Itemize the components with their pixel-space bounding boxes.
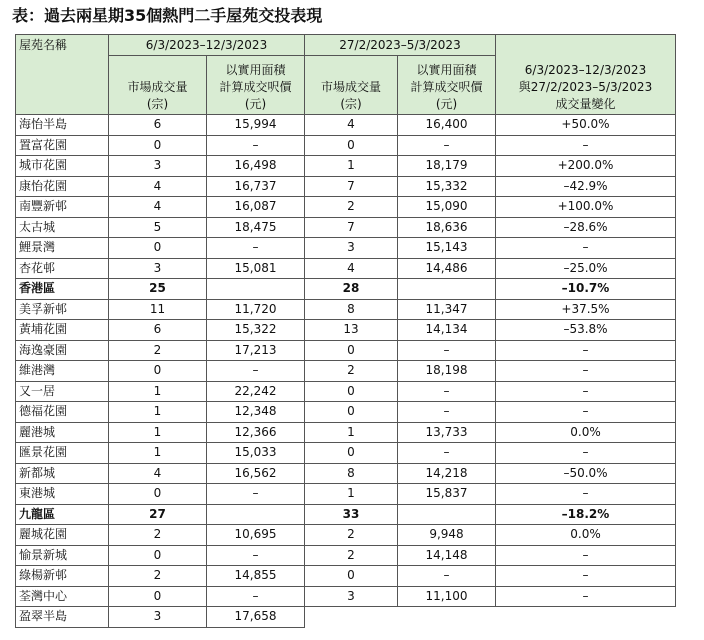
header-price-current — [207, 56, 305, 115]
volume-current-cell: 0 — [109, 484, 207, 505]
price-previous-cell: – — [398, 135, 496, 156]
estate-name-cell: 盈翠半島 — [16, 607, 109, 628]
table-row — [16, 217, 676, 238]
header-volume-change — [496, 35, 676, 115]
estate-name-cell: 維港灣 — [16, 361, 109, 382]
table-row — [16, 443, 676, 464]
estate-name-cell: 海怡半島 — [16, 115, 109, 136]
volume-current-cell: 4 — [109, 197, 207, 218]
price-current-cell: 18,475 — [207, 217, 305, 238]
volume-change-cell: – — [496, 586, 676, 607]
volume-previous-cell — [305, 607, 398, 628]
header-price-line: 計算成交呎價 — [410, 80, 483, 94]
header-price-line: 以實用面積 — [225, 63, 286, 77]
price-current-cell: – — [207, 586, 305, 607]
volume-change-cell: 0.0% — [496, 422, 676, 443]
price-current-cell: 16,562 — [207, 463, 305, 484]
volume-current-cell: 11 — [109, 299, 207, 320]
price-current-cell: 15,033 — [207, 443, 305, 464]
price-current-cell: 16,087 — [207, 197, 305, 218]
volume-previous-cell: 2 — [305, 525, 398, 546]
volume-change-cell: +50.0% — [496, 115, 676, 136]
volume-current-cell: 4 — [109, 176, 207, 197]
volume-change-cell: – — [496, 402, 676, 423]
volume-change-cell: –50.0% — [496, 463, 676, 484]
header-volume-current — [109, 56, 207, 115]
volume-previous-cell: 28 — [305, 279, 398, 300]
table-title: 表：過去兩星期35個熱門二手屋苑交投表現 — [12, 6, 323, 25]
volume-previous-cell: 0 — [305, 381, 398, 402]
price-previous-cell: 14,134 — [398, 320, 496, 341]
volume-previous-cell: 0 — [305, 402, 398, 423]
header-change-line: 與27/2/2023–5/3/2023 — [518, 80, 653, 94]
estate-name-cell: 香港區 — [16, 279, 109, 300]
table-row — [16, 238, 676, 259]
header-price-previous — [398, 56, 496, 115]
estate-name-cell: 太古城 — [16, 217, 109, 238]
volume-current-cell: 1 — [109, 402, 207, 423]
price-previous-cell: 11,100 — [398, 586, 496, 607]
price-previous-cell: 9,948 — [398, 525, 496, 546]
estate-name-cell: 匯景花園 — [16, 443, 109, 464]
header-volume-previous — [305, 56, 398, 115]
volume-current-cell: 1 — [109, 443, 207, 464]
price-previous-cell: – — [398, 402, 496, 423]
volume-change-cell: +200.0% — [496, 156, 676, 177]
price-current-cell: 16,498 — [207, 156, 305, 177]
price-current-cell: 16,737 — [207, 176, 305, 197]
price-current-cell: 11,720 — [207, 299, 305, 320]
header-change-line: 成交量變化 — [555, 97, 616, 111]
volume-current-cell: 0 — [109, 545, 207, 566]
price-previous-cell: 18,198 — [398, 361, 496, 382]
volume-current-cell: 27 — [109, 504, 207, 525]
table-row — [16, 361, 676, 382]
estate-name-cell: 鯉景灣 — [16, 238, 109, 259]
header-price-line: 以實用面積 — [416, 63, 477, 77]
volume-change-cell: – — [496, 545, 676, 566]
volume-current-cell: 4 — [109, 463, 207, 484]
volume-previous-cell: 7 — [305, 217, 398, 238]
volume-change-cell: – — [496, 238, 676, 259]
price-previous-cell — [398, 279, 496, 300]
price-current-cell: 17,658 — [207, 607, 305, 628]
volume-current-cell: 2 — [109, 340, 207, 361]
volume-change-cell: 0.0% — [496, 525, 676, 546]
estate-name-cell: 美孚新邨 — [16, 299, 109, 320]
volume-change-cell: – — [496, 340, 676, 361]
volume-previous-cell: 8 — [305, 463, 398, 484]
estate-name-cell: 綠楊新邨 — [16, 566, 109, 587]
volume-current-cell: 0 — [109, 586, 207, 607]
estate-name-cell: 荃灣中心 — [16, 586, 109, 607]
table-row — [16, 381, 676, 402]
header-volume-line: (宗) — [146, 97, 169, 111]
volume-previous-cell: 3 — [305, 586, 398, 607]
price-current-cell: 15,994 — [207, 115, 305, 136]
price-current-cell: – — [207, 484, 305, 505]
table-row — [16, 484, 676, 505]
header-period-previous: 27/2/2023–5/3/2023 — [305, 35, 496, 56]
price-previous-cell: 15,837 — [398, 484, 496, 505]
estate-name-cell: 康怡花園 — [16, 176, 109, 197]
estate-name-cell: 麗城花園 — [16, 525, 109, 546]
volume-change-cell: –42.9% — [496, 176, 676, 197]
price-previous-cell: 13,733 — [398, 422, 496, 443]
price-previous-cell: 16,400 — [398, 115, 496, 136]
volume-previous-cell: 0 — [305, 443, 398, 464]
header-price-line: 計算成交呎價 — [219, 80, 292, 94]
volume-current-cell: 6 — [109, 115, 207, 136]
volume-current-cell: 3 — [109, 258, 207, 279]
estate-name-cell: 南豐新邨 — [16, 197, 109, 218]
table-row — [16, 258, 676, 279]
price-current-cell — [207, 279, 305, 300]
volume-previous-cell: 13 — [305, 320, 398, 341]
volume-change-cell — [496, 607, 676, 628]
header-price-line: (元) — [435, 97, 458, 111]
volume-previous-cell: 7 — [305, 176, 398, 197]
estate-name-cell: 德福花園 — [16, 402, 109, 423]
price-current-cell: 14,855 — [207, 566, 305, 587]
price-previous-cell: 15,090 — [398, 197, 496, 218]
table-row — [16, 156, 676, 177]
table-row — [16, 463, 676, 484]
volume-current-cell: 1 — [109, 422, 207, 443]
price-current-cell: 17,213 — [207, 340, 305, 361]
table-row — [16, 115, 676, 136]
header-volume-line: 市場成交量 — [127, 80, 188, 94]
price-previous-cell — [398, 504, 496, 525]
estate-name-cell: 城市花園 — [16, 156, 109, 177]
volume-change-cell: –28.6% — [496, 217, 676, 238]
volume-change-cell: –25.0% — [496, 258, 676, 279]
volume-change-cell: – — [496, 443, 676, 464]
price-current-cell: 12,366 — [207, 422, 305, 443]
table-row — [16, 340, 676, 361]
table-row — [16, 197, 676, 218]
volume-change-cell: +37.5% — [496, 299, 676, 320]
table-row — [16, 320, 676, 341]
price-current-cell: – — [207, 361, 305, 382]
volume-change-cell: –10.7% — [496, 279, 676, 300]
volume-change-cell: –18.2% — [496, 504, 676, 525]
table-row — [16, 566, 676, 587]
table-body — [16, 115, 676, 628]
volume-change-cell: – — [496, 361, 676, 382]
price-previous-cell: – — [398, 443, 496, 464]
volume-change-cell: – — [496, 484, 676, 505]
volume-previous-cell: 0 — [305, 566, 398, 587]
table-row — [16, 176, 676, 197]
price-current-cell: 15,322 — [207, 320, 305, 341]
volume-previous-cell: 8 — [305, 299, 398, 320]
price-previous-cell: 18,636 — [398, 217, 496, 238]
table-row — [16, 525, 676, 546]
volume-change-cell: –53.8% — [496, 320, 676, 341]
estate-name-cell: 東港城 — [16, 484, 109, 505]
header-volume-line: (宗) — [340, 97, 362, 111]
volume-current-cell: 0 — [109, 135, 207, 156]
table-row — [16, 299, 676, 320]
volume-change-cell: – — [496, 381, 676, 402]
price-previous-cell: – — [398, 381, 496, 402]
volume-current-cell: 0 — [109, 238, 207, 259]
volume-previous-cell: 1 — [305, 484, 398, 505]
volume-change-cell: +100.0% — [496, 197, 676, 218]
estate-name-cell: 新都城 — [16, 463, 109, 484]
price-previous-cell: – — [398, 566, 496, 587]
volume-previous-cell: 2 — [305, 197, 398, 218]
table-row — [16, 586, 676, 607]
price-current-cell: 22,242 — [207, 381, 305, 402]
estate-name-cell: 海逸豪園 — [16, 340, 109, 361]
estate-name-cell: 置富花園 — [16, 135, 109, 156]
volume-previous-cell: 2 — [305, 545, 398, 566]
volume-previous-cell: 4 — [305, 258, 398, 279]
price-previous-cell: 15,332 — [398, 176, 496, 197]
table-row — [16, 422, 676, 443]
price-previous-cell: 14,148 — [398, 545, 496, 566]
volume-current-cell: 1 — [109, 381, 207, 402]
price-current-cell: – — [207, 238, 305, 259]
table-row — [16, 135, 676, 156]
header-change-line: 6/3/2023–12/3/2023 — [524, 63, 647, 77]
table-row — [16, 545, 676, 566]
volume-previous-cell: 33 — [305, 504, 398, 525]
volume-previous-cell: 1 — [305, 156, 398, 177]
price-previous-cell: 18,179 — [398, 156, 496, 177]
volume-current-cell: 3 — [109, 156, 207, 177]
subtotal-row — [16, 504, 676, 525]
estate-name-cell: 麗港城 — [16, 422, 109, 443]
volume-previous-cell: 3 — [305, 238, 398, 259]
volume-change-cell: – — [496, 135, 676, 156]
volume-previous-cell: 2 — [305, 361, 398, 382]
volume-current-cell: 2 — [109, 566, 207, 587]
estate-name-cell: 黃埔花園 — [16, 320, 109, 341]
price-current-cell: 10,695 — [207, 525, 305, 546]
volume-current-cell: 5 — [109, 217, 207, 238]
estate-name-cell: 又一居 — [16, 381, 109, 402]
volume-current-cell: 2 — [109, 525, 207, 546]
header-price-line: (元) — [244, 97, 267, 111]
price-current-cell: 12,348 — [207, 402, 305, 423]
price-previous-cell — [398, 607, 496, 628]
volume-current-cell: 3 — [109, 607, 207, 628]
header-period-current: 6/3/2023–12/3/2023 — [109, 35, 305, 56]
price-current-cell — [207, 504, 305, 525]
estate-transactions-table — [15, 34, 676, 628]
volume-change-cell: – — [496, 566, 676, 587]
table-row — [16, 607, 676, 628]
volume-previous-cell: 0 — [305, 135, 398, 156]
price-previous-cell: 14,218 — [398, 463, 496, 484]
volume-current-cell: 0 — [109, 361, 207, 382]
volume-previous-cell: 0 — [305, 340, 398, 361]
table-row — [16, 402, 676, 423]
price-current-cell: – — [207, 545, 305, 566]
price-current-cell: – — [207, 135, 305, 156]
estate-name-cell: 九龍區 — [16, 504, 109, 525]
header-estate-name: 屋苑名稱 — [16, 35, 109, 115]
estate-name-cell: 愉景新城 — [16, 545, 109, 566]
price-previous-cell: 11,347 — [398, 299, 496, 320]
volume-current-cell: 6 — [109, 320, 207, 341]
volume-current-cell: 25 — [109, 279, 207, 300]
price-current-cell: 15,081 — [207, 258, 305, 279]
header-volume-line: 市場成交量 — [320, 80, 381, 94]
volume-previous-cell: 1 — [305, 422, 398, 443]
price-previous-cell: 15,143 — [398, 238, 496, 259]
price-previous-cell: – — [398, 340, 496, 361]
price-previous-cell: 14,486 — [398, 258, 496, 279]
estate-name-cell: 杏花邨 — [16, 258, 109, 279]
subtotal-row — [16, 279, 676, 300]
volume-previous-cell: 4 — [305, 115, 398, 136]
